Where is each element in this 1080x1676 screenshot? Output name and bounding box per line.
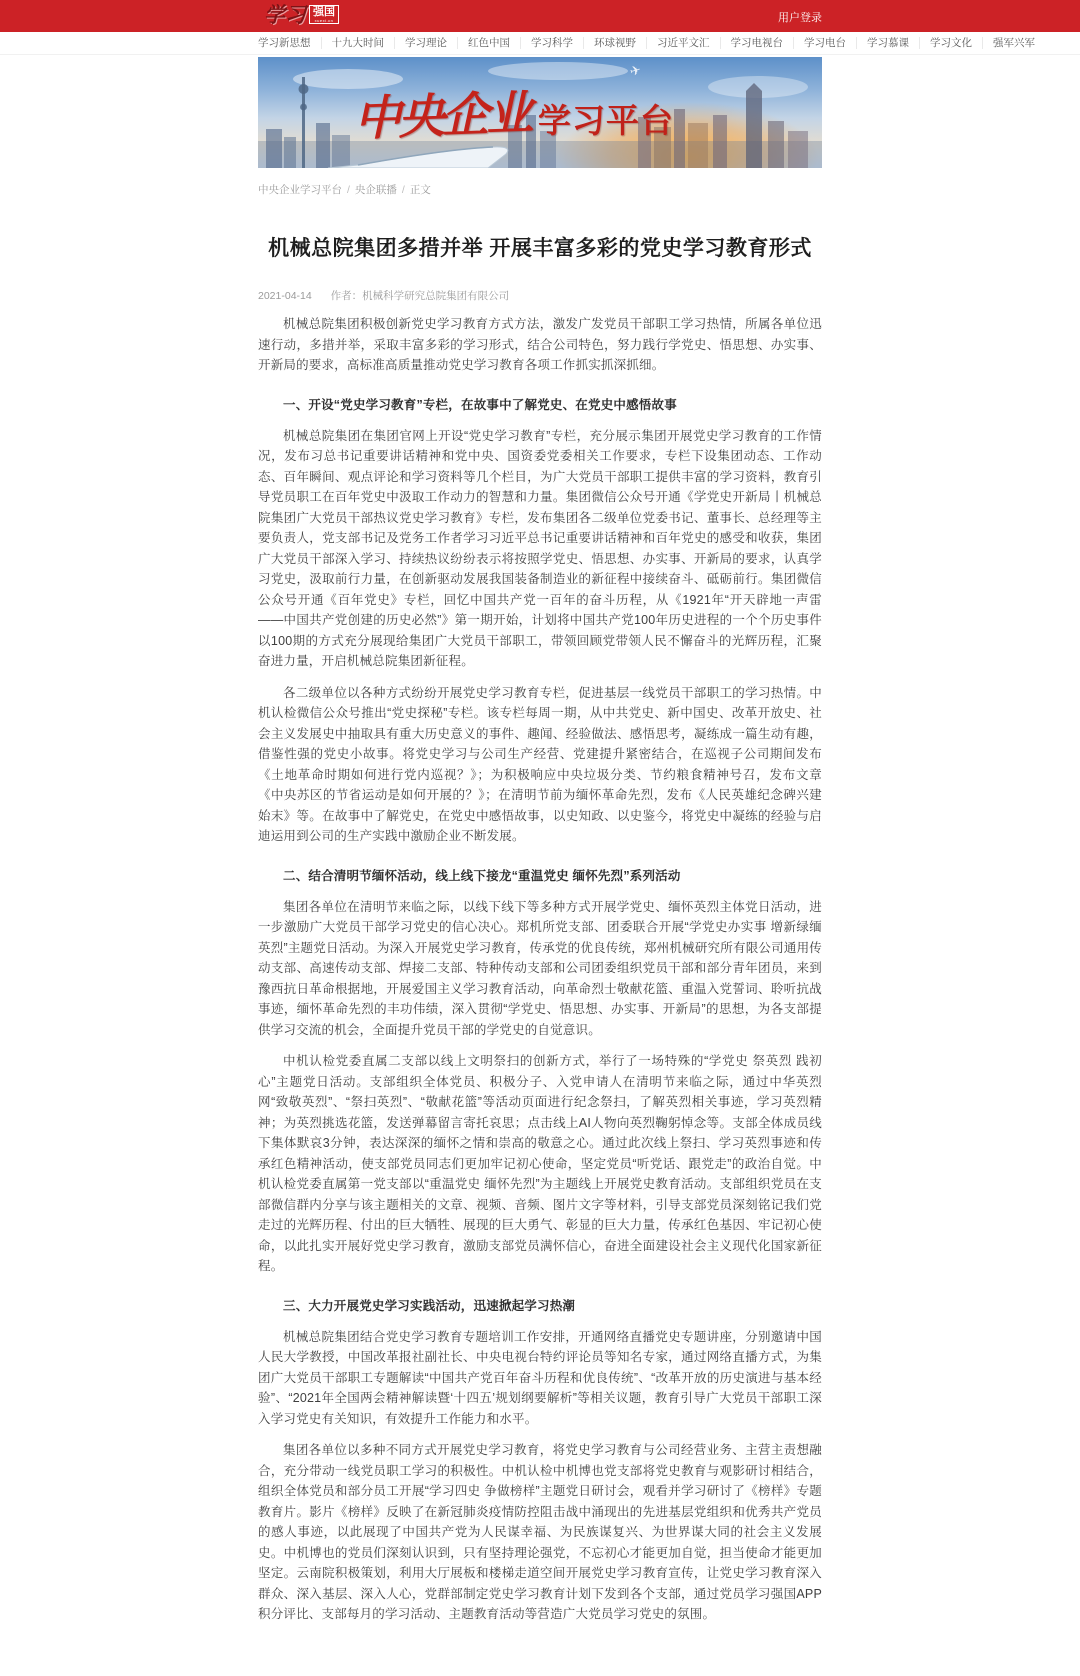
nav-item[interactable]: 学习文化	[920, 37, 983, 49]
article-paragraph: 各二级单位以各种方式纷纷开展党史学习教育专栏，促进基层一线党员干部职工的学习热情。中机认检微信公众号推出“党史探秘”专栏。该专栏每周一期，从中共党史、新中国史、改革开放史、社会主义发展史中抽取具有重大历史意义的事件、趣闻、经验做法、感悟思考，凝练成一篇生动有趣，借鉴性强的党史小故事。将党史学习与公司生产经营、党建提升紧密结合，在巡视子公司期间发布《土地革命时期如何进行党内巡视？》；为积极响应中央垃圾分类、节约粮食精神号召，发布文章《中央苏区的节省运动是如何开展的？》；在清明节前为缅怀革命先烈，发布《人民英雄纪念碑兴建始末》等。在故事中了解党史，在党史中感悟故事，以史知政、以史鉴今，将党史中凝练的经验与启迪运用到公司的生产实践中激励企业不断发展。	[258, 685, 822, 844]
logo-box	[309, 5, 339, 24]
nav-item[interactable]: 学习电视台	[721, 37, 795, 49]
nav-item[interactable]: 环球视野	[584, 37, 647, 49]
section-heading: 三、大力开展党史学习实践活动，迅速掀起学习热潮	[283, 1298, 576, 1313]
logo-box-text: 强国	[313, 6, 335, 18]
article-container	[258, 234, 822, 1676]
nav-item[interactable]: 学习慕课	[857, 37, 920, 49]
airplane-icon: ✈	[628, 61, 643, 80]
user-login-link[interactable]: 用户登录	[778, 12, 822, 24]
article-paragraph: 集团各单位以多种不同方式开展党史学习教育，将党史学习教育与公司经营业务、主营主责想融合，充分带动一线党员职工学习的积极性。中机认检中机博也党支部将党史教育与观影研讨相结合，组织全体党员和部分员工开展“学习四史 争做榜样”主题党日研讨会，观看并学习研讨了《榜样》专题教育片。影片《榜样》反映了在新冠肺炎疫情防控阻击战中涌现出的先进基层党组织和优秀共产党员的感人事迹，以此展现了中国共产党为人民谋幸福、为民族谋复兴、为世界谋大同的社会主义发展史。中机博也的党员们深刻认识到，只有坚持理论强党，不忘初心才能更加自觉，担当使命才能更加坚定。云南院积极策划，利用大厅展板和楼梯走道空间开展党史学习教育宣传，让党史学习教育深入群众、深入基层、深入人心，党群部制定党史学习教育计划下发到各个支部，通过党员学习强国APP积分评比、支部每月的学习活动、主题教育活动等营造广大党员学习党史的氛围。	[258, 1443, 822, 1622]
breadcrumb-separator: /	[401, 184, 405, 196]
article-meta	[258, 288, 822, 303]
article-paragraph: 集团各单位在清明节来临之际，以线下线下等多种方式开展学党史、缅怀英烈主体党日活动，进一步激励广大党员干部学习党史的信心决心。郑机所党支部、团委联合开展“学党史办实事 增新绿缅英烈”主题党日活动。为深入开展党史学习教育，传承党的优良传统，郑州机械研究所有限公司通用传动支部、高速传动支部、焊接二支部、特种传动支部和公司团委组织党员干部和部分青年团员，来到豫西抗日革命根据地，开展爱国主义学习教育活动，向革命烈士敬献花篮、重温入党誓词、聆听抗战事迹，缅怀革命先烈的丰功伟绩，深入贯彻“学党史、悟思想、办实事、开新局”的思想，为各支部提供学习交流的机会，全面提升党员干部的学党史的自觉意识。	[258, 899, 822, 1037]
nav-item[interactable]: 红色中国	[458, 37, 521, 49]
article-paragraph: 机械总院集团结合党史学习教育专题培训工作安排，开通网络直播党史专题讲座，分别邀请中国人民大学教授，中国改革报社副社长、中央电视台特约评论员等知名专家，通过网络直播方式，为集团广大党员干部职工专题解读“中国共产党百年奋斗历程和优良传统”、“改革开放的历史演进与基本经验”、“2021年全国两会精神解读暨‘十四五’规划纲要解析”等相关议题，教育引导广大党员干部职工深入学习党史有关知识，有效提升工作能力和水平。	[258, 1329, 822, 1426]
main-navigation	[0, 32, 1080, 55]
nav-item[interactable]: 学习新思想	[258, 37, 322, 49]
breadcrumb	[258, 182, 1080, 197]
logo-sub-text: xuexi.cn	[314, 17, 334, 23]
breadcrumb-separator: /	[347, 184, 350, 196]
nav-item[interactable]: 学习理论	[395, 37, 458, 49]
article-title: 机械总院集团多措并举 开展丰富多彩的党史学习教育形式	[268, 237, 812, 260]
banner-title-rest: 学习平台	[538, 102, 674, 139]
xuexi-qiangguo-logo[interactable]	[264, 2, 339, 28]
article-date: 2021-04-14	[258, 290, 312, 303]
breadcrumb-item: 正文	[409, 184, 431, 196]
article-paragraph: 机械总院集团在集团官网上开设“党史学习教育”专栏，充分展示集团开展党史学习教育的工作情况，发布习总书记重要讲话精神和党中央、国资委党委相关工作要求，专栏下设集团动态、工作动态、百年瞬间、观点评论和学习资料等几个栏目，为广大党员干部职工提供丰富的学习资料，教育引导党员职工在百年党史中汲取工作动力的智慧和力量。集团微信公众号开通《学党史开新局丨机械总院集团广大党员干部热议党史学习教育》专栏，发布集团各二级单位党委书记、董事长、总经理等主要负责人，党支部书记及党务工作者学习习近平总书记重要讲话精神和百年党史的感受和收获，集团广大党员干部深入学习、持续热议纷纷表示将按照学党史、悟思想、办实事、开新局的要求，认真学习党史，汲取前行力量，在创新驱动发展我国装备制造业的新征程中接续奋斗、砥砺前行。集团微信公众号开通《百年党史》专栏，回忆中国共产党一百年的奋斗历程，从《1921年“开天辟地一声雷——中国共产党创建的历史必然”》第一期开始，计划将中国共产党100年历史进程的一个个历史事件以100期的方式充分展现给集团广大党员干部职工，带领回顾党带领人民不懈奋斗的光辉历程，汇聚奋进力量，开启机械总院集团新征程。	[258, 428, 822, 669]
nav-item[interactable]: 学习科学	[521, 37, 584, 49]
article-paragraph: 中机认检党委直属二支部以线上文明祭扫的创新方式，举行了一场特殊的“学党史 祭英烈 践初心”主题党日活动。支部组织全体党员、积极分子、入党申请人在清明节来临之际，通过中华英烈网“致敬英烈”、“祭扫英烈”、“敬献花篮”等活动页面进行纪念祭扫，了解英烈相关事迹，学习英烈精神；为英烈挑选花篮，发送弹幕留言寄托哀思；点击线上AI人物向英烈鞠躬悼念等。支部全体成员线下集体默哀3分钟，表达深深的缅怀之情和崇高的敬意之心。通过此次线上祭扫、学习英烈事迹和传承红色精神活动，使支部党员同志们更加牢记初心使命，坚定党员“听党话、跟党走”的政治自觉。中机认检党委直属第一党支部以“重温党史 缅怀先烈”为主题线上开展党史教育活动。支部组织党员在支部微信群内分享与该主题相关的文章、视频、音频、图片文字等材料，引导支部党员深刻铭记我们党走过的光辉历程、付出的巨大牺牲、展现的巨大勇气、彰显的巨大力量，传承红色基因、牢记初心使命，以此扎实开展好党史学习教育，激励支部党员满怀信心，奋进全面建设社会主义现代化国家新征程。	[258, 1054, 822, 1274]
nav-item[interactable]: 学习电台	[794, 37, 857, 49]
banner-title	[354, 79, 674, 146]
nav-item[interactable]: 十九大时间	[322, 37, 396, 49]
banner-title-calligraphy: 中央企业	[353, 85, 532, 148]
top-header-bar	[0, 0, 1080, 32]
nav-item[interactable]: 习近平文汇	[647, 37, 721, 49]
platform-banner-image[interactable]	[258, 57, 822, 168]
section-heading: 二、结合清明节缅怀活动，线上线下接龙“重温党史 缅怀先烈”系列活动	[283, 868, 681, 883]
breadcrumb-item[interactable]: 中央企业学习平台	[258, 184, 342, 196]
article-body	[258, 314, 822, 1625]
breadcrumb-item[interactable]: 央企联播	[354, 184, 397, 196]
article-author: 作者：机械科学研究总院集团有限公司	[330, 290, 510, 303]
logo-calligraphy-text: 学习	[264, 2, 306, 27]
nav-item[interactable]: 强军兴军	[993, 37, 1035, 49]
article-paragraph: 机械总院集团积极创新党史学习教育方式方法，激发广发党员干部职工学习热情，所属各单位迅速行动，多措并举，采取丰富多彩的学习形式，结合公司特色，努力践行学党史、悟思想、办实事、开新局的要求，高标准高质量推动党史学习教育各项工作抓实抓深抓细。	[258, 317, 822, 373]
section-heading: 一、开设“党史学习教育”专栏，在故事中了解党史、在党史中感悟故事	[283, 397, 677, 412]
